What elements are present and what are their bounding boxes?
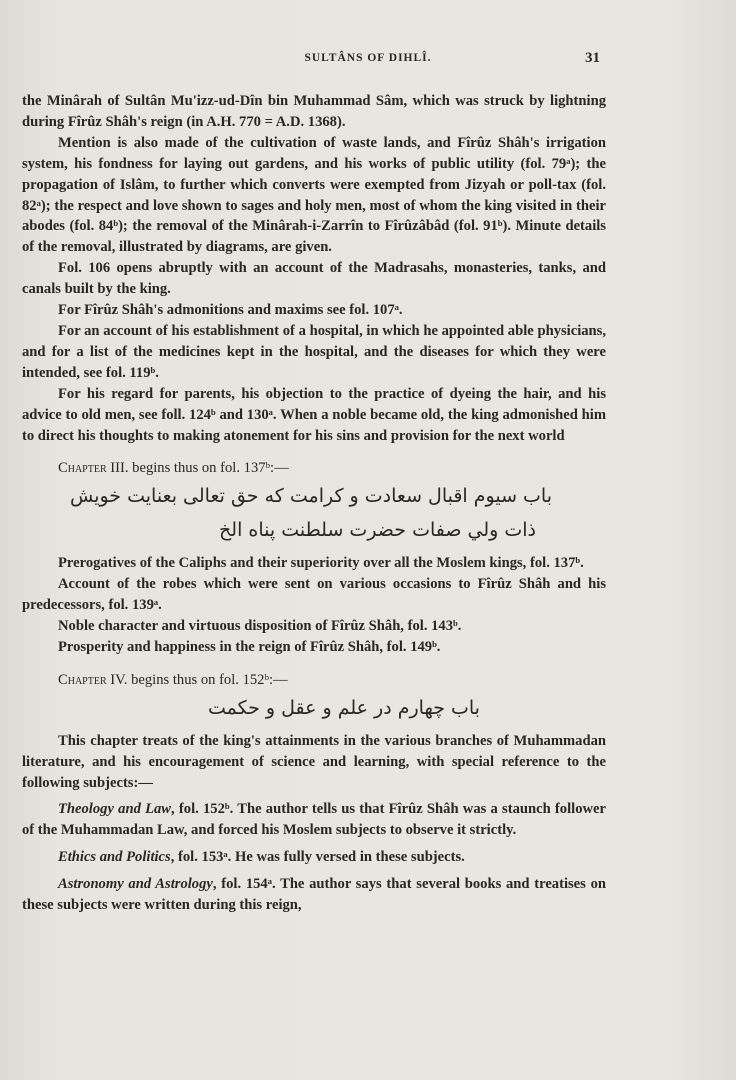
chapter-heading: [22, 670, 606, 691]
chapter-label: Chapter IV.: [58, 671, 128, 688]
paragraph: This chapter treats of the king's attainments in the various branches of Muhammadan literature, and his encouragement of science and learning, with special reference to the following subjects:—: [22, 732, 606, 791]
arabic-quote: باب چهارم در علم و عقل و حکمت: [208, 696, 480, 719]
list-item: Account of the robes which were sent on various occasions to Fîrûz Shâh and his predecessors, fol. 139ᵃ.: [22, 576, 606, 614]
list-item: Prosperity and happiness in the reign of Fîrûz Shâh, fol. 149ᵇ.: [58, 638, 441, 655]
paragraph: Fol. 106 opens abruptly with an account of the Madrasahs, monasteries, tanks, and canals built by the king.: [22, 260, 606, 298]
paragraph: the Minârah of Sultân Mu'izz-ud-Dîn bin Muhammad Sâm, which was struck by lightning during Fîrûz Shâh's reign (in A.H. 770 = A.D. 1368).: [22, 93, 606, 130]
chapter-label: Chapter III.: [58, 460, 129, 477]
subject-text: , fol. 154ᵃ. The author says that several books and treatises on these subjects were written during this reign,: [22, 876, 606, 914]
chapter-intro: begins thus on fol. 152ᵇ:—: [127, 671, 288, 688]
subject-text: , fol. 153ᵃ. He was fully versed in these subjects.: [170, 849, 465, 866]
paragraph: For his regard for parents, his objection to the practice of dyeing the hair, and his advice to old men, see foll. 124ᵇ and 130ᵃ. When a noble became old, the king admonished him to direct his thoughts to making atonement for his sins and provision for the next world: [22, 385, 606, 444]
paragraph: Mention is also made of the cultivation of waste lands, and Fîrûz Shâh's irrigation system, his fondness for laying out gardens, and his works of public utility (fol. 79ᵃ); the propagation of Islâm, to further which converts were exempted from Jizyah or poll-tax (fol. 82ᵃ); the respect and love shown to sages and holy men, most of whom the king visited in their abodes (fol. 84ᵇ); the removal of the Minârah-i-Zarrîn to Fîrûzâbâd (fol. 91ᵇ). Minute details of the removal, illustrated by diagrams, are given.: [22, 134, 606, 256]
page-number: 31: [585, 50, 600, 66]
paragraph: For an account of his establishment of a hospital, in which he appointed able physicians, and for a list of the medicines kept in the hospital, and the diseases for which they were intended, see fol. 119ᵇ.: [22, 322, 606, 381]
arabic-quote: ذات ولي صفات حضرت سلطنت پناه الخ: [219, 519, 536, 542]
arabic-quote: باب سیوم اقبال سعادت و کرامت که حق تعالی بعنایت خویش: [69, 485, 552, 508]
paragraph: For Fîrûz Shâh's admonitions and maxims see fol. 107ᵃ.: [58, 302, 403, 319]
running-title: SULTÂNS OF DIHLÎ.: [304, 52, 432, 64]
chapter-heading: [22, 458, 606, 479]
subject-item: [22, 799, 606, 841]
subject-title: Ethics and Politics: [58, 849, 171, 866]
chapter-intro: begins thus on fol. 137ᵇ:—: [128, 460, 289, 477]
subject-item: [22, 847, 606, 868]
list-item: Noble character and virtuous disposition of Fîrûz Shâh, fol. 143ᵇ.: [58, 618, 462, 635]
list-item: Prerogatives of the Caliphs and their superiority over all the Moslem kings, fol. 137ᵇ.: [58, 555, 584, 572]
subject-title: Theology and Law: [58, 801, 172, 818]
subject-title: Astronomy and Astrology: [58, 876, 213, 893]
subject-item: [22, 874, 606, 916]
page-header: [0, 52, 736, 72]
body-text: [22, 91, 606, 916]
subject-text: , fol. 152ᵇ. The author tells us that Fîrûz Shâh was a staunch follower of the Muhammadan Law, and forced his Moslem subjects to observe it strictly.: [22, 801, 606, 839]
